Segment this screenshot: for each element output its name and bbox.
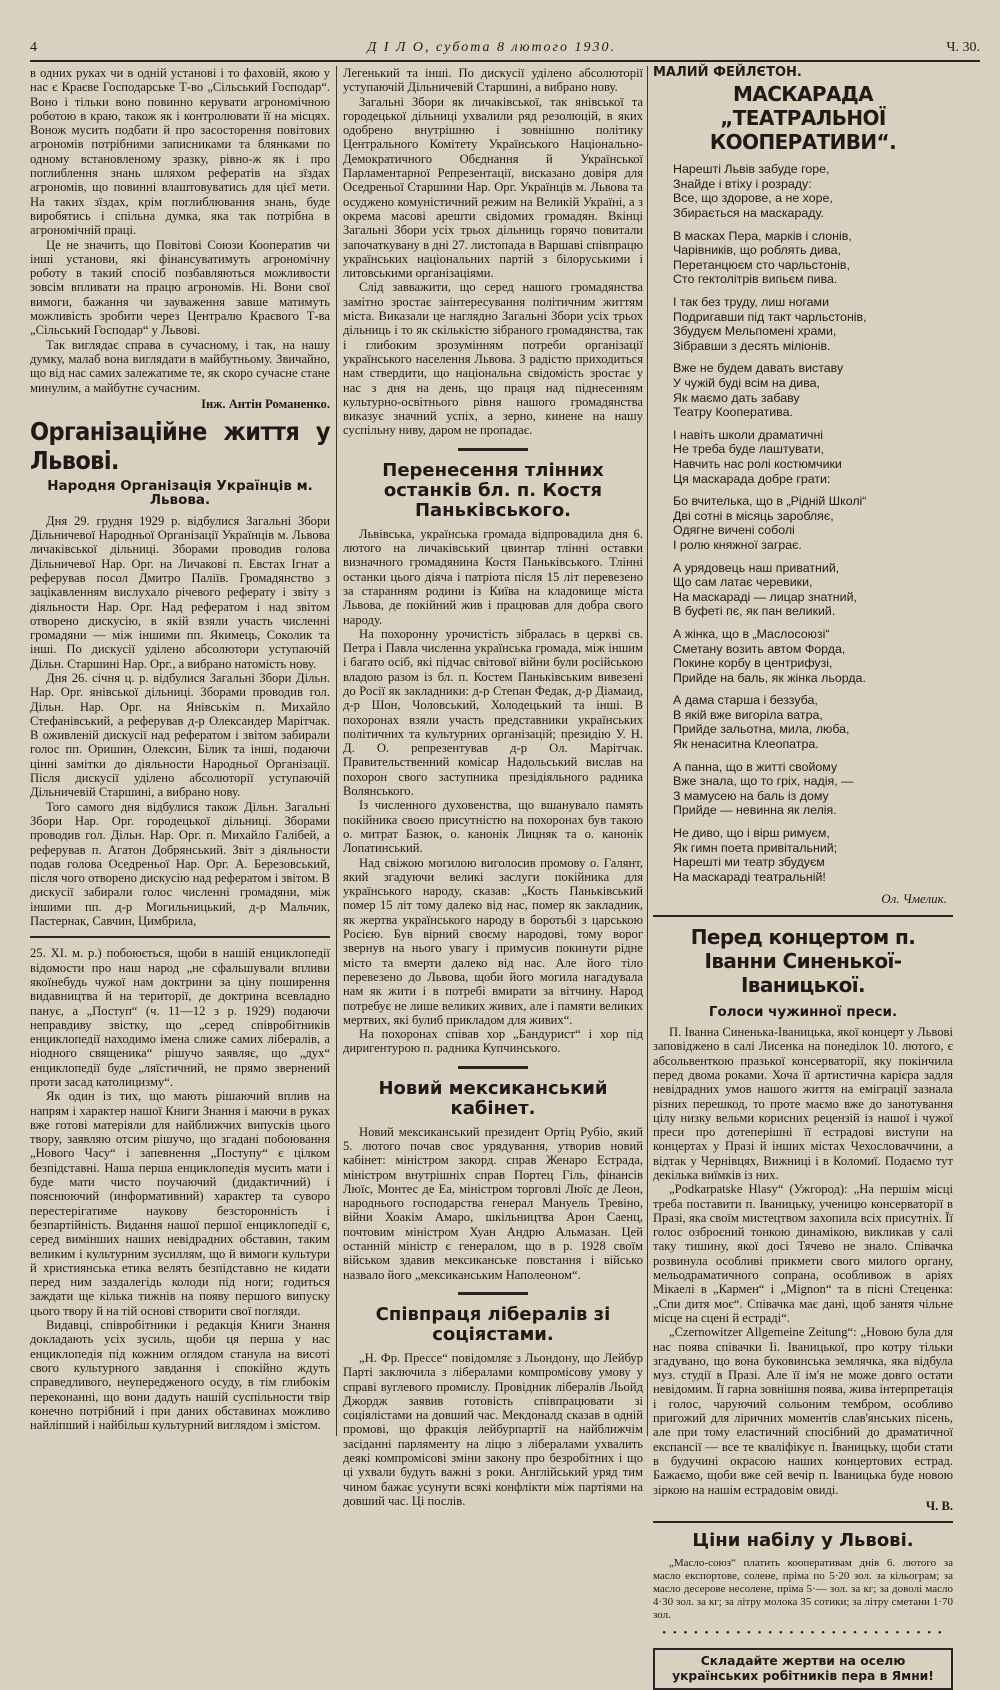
poem-line: І навіть школи драматичні <box>673 427 824 442</box>
page-header <box>30 36 980 62</box>
column-1 <box>30 66 330 1476</box>
poem-line: На маскараді — лицар знатний, <box>673 589 857 604</box>
article-paragraph: Це не значить, що Повітові Союзи Кооператив чи інші установи, які фінансуватимуть агрономічну роботу в такий спосіб позбавляються можливости зовсім впливати на працю агрономів. Ні. Вони свої вимоги, бажання чи зауваження завше матимуть можливість зробити через Централю Краєвого Т-ва „Сільський Господар“ у Львові. <box>30 237 330 338</box>
section-rule <box>653 1521 953 1523</box>
headline-org-life: Організаційне життя у Львові. <box>30 417 330 476</box>
poem-stanza <box>673 295 953 353</box>
poem-line: Як ненаситна Клеопатра. <box>673 737 819 752</box>
article-signature: Ч. В. <box>925 1498 953 1513</box>
poem-stanza <box>673 627 953 685</box>
poem-line: Збирається на маскараду. <box>673 206 824 221</box>
poem-stanza <box>673 826 953 884</box>
poem-line: Все, що здорове, а не хоре, <box>673 191 833 206</box>
poem-stanza <box>673 760 953 818</box>
article-signature: Інж. Антін Романенко. <box>201 396 330 411</box>
poem-line: Вже не будем давать виставу <box>673 361 844 376</box>
page-number: 4 <box>30 40 37 55</box>
poem-line: Прийде зальотна, мила, люба, <box>673 722 850 737</box>
column-divider <box>647 66 648 1436</box>
headline-liberals: Співпраця лібералів зі соціястами. <box>375 1303 611 1345</box>
poem-line: В буфеті пє, як пан великий. <box>673 604 836 619</box>
article-paragraph: 25. XI. м. р.) побоюється, щоби в нашій енциклопедії відомости про наш народ „не сфальшували впливи якоїнебудь чужої нам доктрини за ціну поширення видавництва й на території, де доктрина всевладно панує, а „Поступ“ (ч. 11—12 з р. 1929) подаючи неправдиву звістку, що „серед співробітників енциклопедії находимо імена слиже самих лібералів, а ніодного священика“ рішучо заявляє, що „дух“ енциклопедії буде „ляїстичний, не прямо звернений проти засад католицизму“. <box>30 946 330 1089</box>
poem-line: Збудуєм Мельпомені храми, <box>673 324 837 339</box>
poem-line: Дві сотні в місяць заробляє, <box>673 508 834 523</box>
headline-masquerade: МАСКАРАДА „ТЕАТРАЛЬНОЇ КООПЕРАТИВИ“. <box>709 82 897 155</box>
poem-line: Не треба буде лаштувати, <box>673 442 825 457</box>
poem-line: В масках Пера, марків і слонів, <box>673 228 852 243</box>
feuilleton-label: МАЛИЙ ФЕЙЛЄТОН. <box>653 65 802 80</box>
poem-line: Чарівників, що роблять дива, <box>673 243 841 258</box>
poem-line: Нарешті ми театр збудуєм <box>673 855 825 870</box>
article-paragraph: П. Іванна Синенька-Іваницька, якої концерт у Львові заповіджено в салі Лисенка на понеділок 10. лютого, є абсольвенткою празької консерваторії, яку покінчила перед двома роками. Хоча її артистична карієра задля невідрадних умов нашого життя на еміграції зазнала різних перешкод, то проте маємо вже до занотування цілу низку вельми корисних рецензій із нашої і чужої преси про дотеперішні її естрадові виступи на концертах у Празі й інших містах Чехословаччини, а відтак у Чернівцях, Вижниці і в Коломиї. Подаємо тут декілька виїмків із них. <box>653 1025 953 1182</box>
article-paragraph: Слід завважити, що серед нашого громадянства замітно зростає заінтересування політичним життям міста. Виказали це наглядно Загальні Збори усіх трьох дільниць і то як скількістю зібраного громадянства, так і глибоким зрозумінням потреби організації українського населення Львова. З радістю приходиться нам ствердити, що національна свідомість зростає у нас з дня на день, що праця над піднесенням культурно-освітнього рівня нашого громадянства виказує значний успіх, а зерно, кинене на нашу суспільну ниву, даром не пропадає. <box>343 280 643 438</box>
appeal-box: Складайте жертви на оселю українських робітників пера в Ямни! <box>653 1648 953 1690</box>
poem-stanza <box>673 561 953 619</box>
poem-line: Що сам латає черевики, <box>673 575 813 590</box>
poem-line: А жінка, що в „Маслосоюзі“ <box>673 626 830 641</box>
article-paragraph: Легенький та інші. По дискусії уділено абсолюторії уступаючій Дільничевій Старшині, а вибрано нову. <box>343 66 643 95</box>
article-paragraph: Як один із тих, що мають рішаючий вплив на напрям і характер нашої Книги Знання і маючи в руках вже готові матеріяли для найближчих випусків цього твору, заявляю отсим рішучо, що згадані побоювання „Нового Часу“ і запевнення „Поступу“ є цілком безпідставні. Наша перша енциклопедія мусить мати і буде мати чисто поучаючий (дидактичний) і пояснюючий (информативний) характер та суворо перестерігатиме наукову безсторонність і безпартійність. Видання нашої першої енциклопедії є, серед вимінших наших невідрадних обставин, таким великим і культурним зусиллям, що й вимоги культури й християнська етика велять безпідставно не кидати перед ним заздалегідь колоди під ноги; годиться заждати ще кілька тижнів на появу першого випуску цього твору й на тій основі створити свої погляди. <box>30 1089 330 1318</box>
column-2 <box>343 66 643 1508</box>
article-paragraph: Видавці, співробітники і редакція Книги Знання докладають усіх зусиль, щоби ця перша у нас енциклопедія під кожним оглядом станула на висоті свого культурного завдання і спокійно ждуть справедливого, неупередженого осуду, в тім глибокім переконанні, що вони дадуть нашій суспільности твір конечно потрібний і при даних обставинах можливо найліпший і найбільш культурний виглядом і змістом. <box>30 1318 330 1433</box>
poem-line: На маскараді театральній! <box>673 869 826 884</box>
poem-line: Знайде і втіху і розраду: <box>673 176 812 191</box>
article-paragraph: На похоронах співав хор „Бандурист“ і хор під диригентурою п. радника Купчинського. <box>343 1027 643 1056</box>
poem-line: В якій вже вигоріла ватра, <box>673 707 823 722</box>
headline-prices: Ціни набілу у Львові. <box>692 1530 914 1552</box>
poem-line: Нарешті Львів забуде горе, <box>673 162 830 177</box>
article-paragraph: На похоронну урочистість зібралась в церкві св. Петра і Павла численна українська громада, між іншим і багато осіб, які підчас світової війни були російською владою разом із бл. п. Костем Паньківським вивезені до Росії як закладники: д-р Степан Федак, д-р Діамаид, д-р Шон, Чоловський, Холодецький та інші. В похоронах взяли участь представники українських політичних та культурних організацій; президію У. Н. Д. О. репрезентував д-р Ол. Марітчак. Правительственний комісар Надольський вислав на похорон свого заступника презідіяльного радника Волянського. <box>343 626 643 799</box>
poem-line: Прийде — невинна як лелія. <box>673 803 837 818</box>
poem-line: Прийде на баль, як жінка льорда. <box>673 670 866 685</box>
section-rule <box>653 915 953 917</box>
subheadline-concert: Голоси чужинної преси. <box>708 1003 898 1020</box>
separator-rule <box>458 1066 528 1069</box>
poem-line: Сметану возить автом Форда, <box>673 641 846 656</box>
subheadline-org: Народня Організація Українців м. Львова. <box>47 478 313 509</box>
poem-stanza <box>673 428 953 486</box>
column-3 <box>653 65 953 1684</box>
article-paragraph: „Podkarpatske Hlasy“ (Ужгород): „На першім місці треба поставити п. Іваницьку, ученицю консерваторії в Празі, яка своїм мистецтвом захопила всіх присутніх. Її голос озброєний тонкою динамікою, викликав у салі таку тишину, якої досі Тячево не знало. Співачка розвинула особливі прикмети свого милого органу, мельодраматичного сопрана, особливож в аріях Мікаелі в „Кармен“ і „Mignon“ та в пісні Стеценка: „Спи дитя моє“. Співачка має дані, щоб занятя чільне місце на сцені й естраді“. <box>653 1182 953 1325</box>
poem-line: У чужій буді всім на дива, <box>673 376 820 391</box>
poem-line: Ця маскарада добре грати: <box>673 471 831 486</box>
headline-mexico: Новий мексиканський кабінет. <box>378 1077 608 1119</box>
poem-line: А урядовець наш приватний, <box>673 560 840 575</box>
poem-line: Сто гектолітрів випьєм пива. <box>673 272 838 287</box>
article-paragraph: Загальні Збори як личаківської, так янівської та городецької дільниці ухвалили ряд резолюцій, в яких одобрено внутрішню і зовнішню політику Центрального Комітету Українського Національно-Демократичного Обєднання й Української Парламентарної Репрезентації, висказано довіря для Оседреньої Старшини Нар. Орг. Українців м. Львова та осуджено комуністичний режим на Великій Україні, а з окрема масові арешти свідомих громадян. Вкінці Загальні Збори усіх трьох дільниць горячо повитали започаткувану в дні 27. листопада в Варшаві співпрацю українських національних партій з білоруськими і литовськими організаціями. <box>343 94 643 281</box>
article-paragraph: „Н. Фр. Прессе“ повідомляє з Льондону, що Лейбур Парті заключила з лібералами компромісову умову у справі вуглевого промислу. Провідник лібералів Льойд Джордж заявив готовість співпрацювати зі соціялістами на довший час. Мекдоналд сказав в одній промові, що фракція лейбурпартії на найближчім засіданні парляменту на ліцю з лібералами ухвалить деякі компромісові зміни закону про безробітних і що ці ухвали будуть важні з роки. Англійський уряд тим чином бажає усунути всякі конфлікти між партіями на довший час. Ці послів. <box>343 1350 643 1508</box>
poem-line: Бо вчителька, що в „Рідній Школі“ <box>673 494 867 509</box>
headline-concert: Перед концертом п. Іванни Синенької-Іваницької. <box>690 924 916 997</box>
poem-line: Зібравши з десять міліонів. <box>673 338 831 353</box>
poem-line: З мамусею на баль із дому <box>673 788 829 803</box>
separator-rule <box>458 448 528 451</box>
article-paragraph: Так виглядає справа в сучасному, і так, на нашу думку, малаб вона виглядати в майбутньому. Звичайно, що від нас самих залежатиме те, як скоро сучасне стане минулим, а майбутнє сучасним. <box>30 337 330 395</box>
poem-line: Навчить нас ролі костюмчики <box>673 456 842 471</box>
article-paragraph: Над свіжою могилою виголосив промову о. Галянт, який згадуючи великі заслуги покійника для українського народу, сказав: „Кость Паньківський помер 15 літ тому далеко від нас, помер як закладник, як жертва українського народу в боротьбі з царською Росією. Був вірний своєму народові, тому ворог звернув на нього увагу і примусив покинути рідне місто та вмерти далеко від нас. Але його тіло перевезено до Львова, щоби його могила нагадувала нам як жити і в потребі вмирати за вітчину. Народ потребує не лише великих живих, але і памяти великих мертвих, які булиб прикладом для живих“. <box>343 855 643 1027</box>
poem-signature: Ол. Чмелик. <box>881 891 947 907</box>
section-rule <box>30 936 330 938</box>
masthead: Д І Л О, субота 8 лютого 1930. <box>367 40 617 55</box>
poem-line: Як маємо дать забаву <box>673 390 800 405</box>
poem-line: Покине корбу в центрифузі, <box>673 656 833 671</box>
poem-line: Подригавши під такт чарльстонів, <box>673 309 867 324</box>
poem-line: Перетанцюєм сто чарльстонів, <box>673 257 850 272</box>
poem-line: Не диво, що і вірш римуєм, <box>673 826 830 841</box>
poem-line: А дама старша і беззуба, <box>673 693 818 708</box>
article-paragraph: Із численного духовенства, що вшанувало память покійника своєю присутністю на похоронах був такою о. митрат Базюк, о. канонік Лицняк та о. канонік Лопатинський. <box>343 798 643 856</box>
column-divider <box>336 66 337 1436</box>
article-paragraph: „Czernowitzer Allgemeine Zeitung“: „Новою була для нас поява співачки Іі. Іваницької, про котру тільки згадувано, що вона буковинська землячка, яка відбула муз. студії в Празі. Але її ім'я не може довго остати невідомим. Її гарна зовнішня поява, жива інтерпретація і голос, чаруючий сольоним тембром, особливо пригожий для ліричних моментів слав'янських пісень, але при тому еластичний спосібний до драматичної експансії — все те кваліфікує п. Іваницьку, щоби стати в будучині окрасою наших концертових естрад. Бажаємо, щоби вже сей вечір п. Іваницька буде новою зіркою на нашім естрадовім овиді. <box>653 1325 953 1497</box>
poem-line: Театру Кооператива. <box>673 405 793 420</box>
article-paragraph: в одних руках чи в одній установі і то фаховій, якою у нас є Краєве Господарське Т-во „Сільський Господар“. Воно і тільки воно повинно керувати агрономічною роботою в краю, також як і контролювати її на місцях. Вонож мусить подбати й про засосторення повітових агрономів потрібними записниками та блянками по одному встановленому зразку, рівно-ж як і про поглиблення знань шляхом рефератів на зїздах агрономів, що повинні влаштовуватись для цієї мети. На таких зїздах, крім поглиблювання знань, буде виробятись і спільна думка, яка так потрібна в агрономічній праці. <box>30 66 330 238</box>
article-paragraph: Львівська, українська громада відпровадила дня 6. лютого на личаківський цвинтар тлінні оставки визначного громадянина Костя Паньківського. Тлінні останки цього діяча і патріота після 15 літ перевезено за старанням родини із Київа на кладовище міста Львова, де покійний жив і працював для добра свого народу. <box>343 526 643 627</box>
dot-separator: • • • • • • • • • • • • • • • • • • • • • • • • • • • <box>662 1627 944 1640</box>
poem-stanza <box>673 494 953 552</box>
poem-line: Вже знала, що то гріх, надія, — <box>673 774 854 789</box>
poem-stanza <box>673 229 953 287</box>
issue-number: Ч. 30. <box>946 40 980 55</box>
article-paragraph: Дня 26. січня ц. р. відбулися Загальні Збори Дільн. Нар. Орг. янівської дільниці. Зборами проводив гол. Дільн. Нар. Орг. на Янівськім п. Михайло Стефанівський, а реферував д-р Олександер Марітчак. В оживленій дискусії над рефератом і звітом забирали голос пп. Оришин, Олексин, Білик та інші, подаючи цінні замітки до діяльности Народньої Організації. Після дискусії уділено абсолюторії уступаючій Дільничевій Старшині, а вибрано нову. <box>30 670 330 800</box>
article-paragraph: Дня 29. грудня 1929 р. відбулися Загальні Збори Дільничевої Народньої Організації Українців м. Львова личаківської дільниці. Зборами проводив голова Дільничевої Нар. Орг. на Личакові п. Евстах Ігнат а реферував посол Дмитро Паліїв. Громадянство з зацікавленням вислухало річевого реферату і звіту з діяльности Нар. Орг. Над рефератом і над звітом отворено дискусію, в якій взяли участь численні громадяни — між іншими пп. Якимець, Соколик та інші. По дискусії уділено абсолютори уступаючій Дільн. Старшині Нар. Орг., а вибрано натомість нову. <box>30 513 330 671</box>
poem-line: І ролю княжної заграє. <box>673 537 802 552</box>
poem-line: Як гимн поета привітальний; <box>673 840 838 855</box>
separator-rule <box>458 1292 528 1295</box>
poem-stanza <box>673 693 953 751</box>
poem-stanza <box>673 162 953 220</box>
poem-line: Одягне вичені соболі <box>673 523 795 538</box>
prices-paragraph: „Масло-союз“ платить кооперативам днів 6. лютого за масло експортове, солене, пріма по 5·20 зол. за кільограм; за масло десерове несолене, пріма 5·— зол. за кг; за доволі масло 4·30 зол. за кг; за літру молока 35 сотики; за літру сметани 1·70 зол. <box>653 1557 953 1622</box>
article-paragraph: Новий мексиканський президент Ортіц Рубіо, який 5. лютого почав своє урядування, утворив новий кабінет: міністром закорд. справ Женаро Естрада, міністром внутрішніх справ Портец Гіль, фінансів Люїс, Монтес де Еа, міністром торговлі Люїс де Леон, народнього господарства генерал Мануель Тревіно, війни Хоакім Амаро, шкільництва Арон Саенц, почтовим міністром Хуан Андрю Альмазан. Цей останній міністр є генералом, що в р. 1928 своїм військом здавив мексиканське повстання і військо назвало його „мексиканським Наполеоном“. <box>343 1124 643 1282</box>
article-paragraph: Того самого дня відбулися також Дільн. Загальні Збори Нар. Орг. городецької дільниці. Зборами проводив гол. Дільн. Нар. Орг. п. Михайло Галібей, а реферував п. Агатон Добрянський. Звіт з діяльности подав голова Оседреньої Нар. Орг. А. Березовський, після чого отворено дискусію над рефератом і звітом. В дискусії забирали голос численні громадяни, між іншими пп. д-р Могильницький, д-р Мальчик, Пастернак, Савчин, Цимбрила, <box>30 799 330 929</box>
poem-stanza <box>673 361 953 419</box>
poem-line: А панна, що в житті свойому <box>673 759 838 774</box>
poem <box>653 162 953 884</box>
headline-transfer: Перенесення тлінних останків бл. п. Костя Паньківського. <box>382 459 604 521</box>
poem-line: І так без труду, лиш ногами <box>673 295 830 310</box>
